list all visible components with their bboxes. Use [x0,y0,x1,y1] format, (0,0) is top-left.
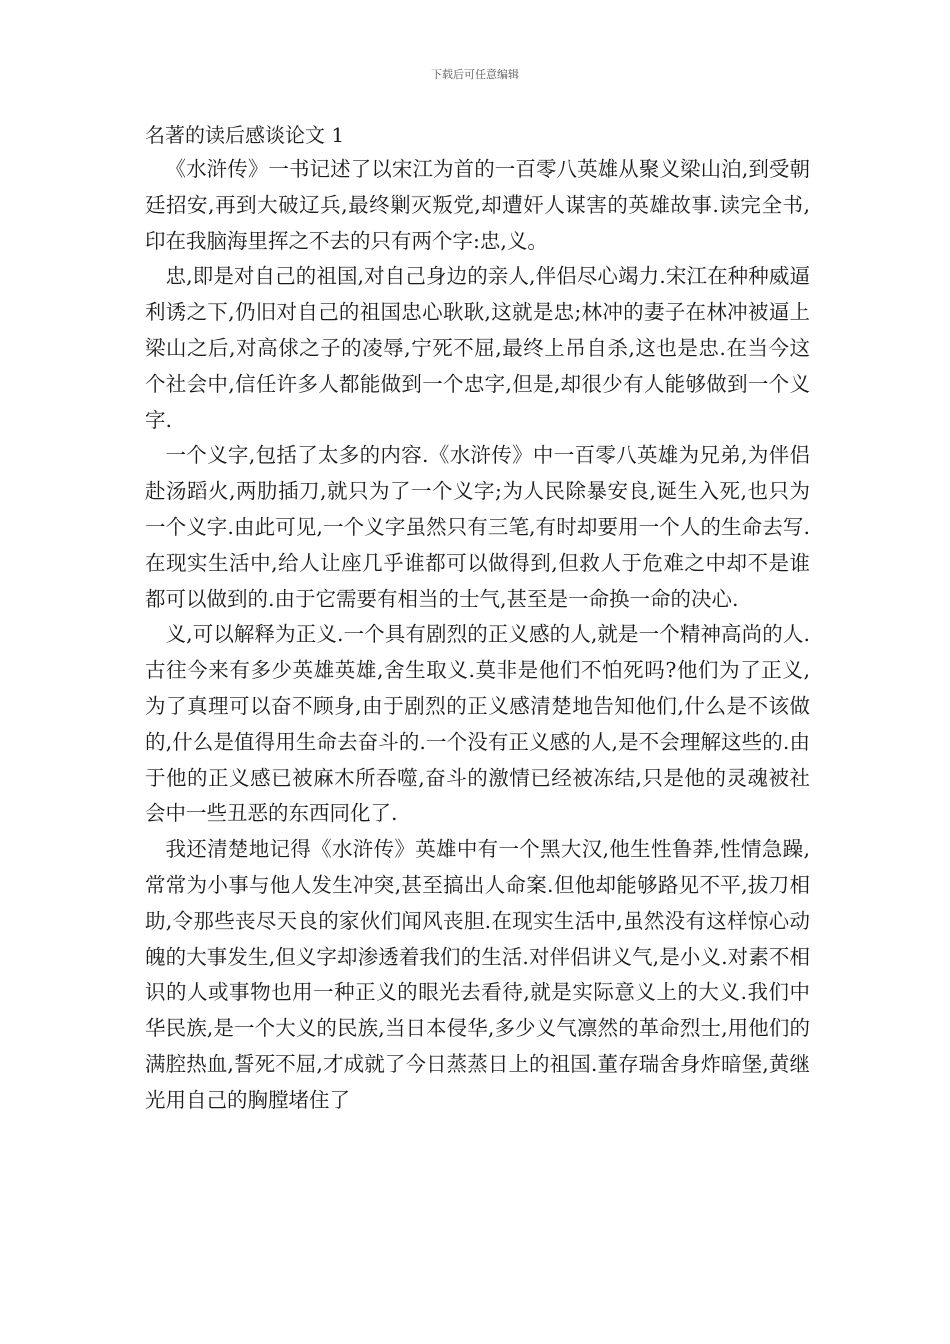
paragraph: 忠,即是对自己的祖国,对自己身边的亲人,伴侣尽心竭力.宋江在种种威逼利诱之下,仍旧对自己的祖国忠心耿耿,这就是忠;林冲的妻子在林冲被逼上梁山之后,对高俅之子的凌辱,宁死不屈,最终上吊自杀,这也是忠.在当今这个社会中,信任许多人都能做到一个忠字,但是,却很少有人能够做到一个义字. [145,264,810,432]
document-title: 名著的读后感谈论文 1 [145,123,345,147]
page-header: 下载后可任意编辑 [431,68,519,81]
document-body [145,120,810,1119]
paragraph: 义,可以解释为正义.一个具有剧烈的正义感的人,就是一个精神高尚的人.古往今来有多少英雄英雄,舍生取义.莫非是他们不怕死吗?他们为了正义,为了真理可以奋不顾身,由于剧烈的正义感清楚地告知他们,什么是不该做的,什么是值得用生命去奋斗的.一个没有正义感的人,是不会理解这些的.由于他的正义感已被麻木所吞噬,奋斗的激情已经被冻结,只是他的灵魂被社会中一些丑恶的东西同化了. [145,622,810,826]
paragraph: 我还清楚地记得《水浒传》英雄中有一个黑大汉,他生性鲁莽,性情急躁,常常为小事与他人发生冲突,甚至搞出人命案.但他却能够路见不平,拔刀相助,令那些丧尽天良的家伙们闻风丧胆.在现实生活中,虽然没有这样惊心动魄的大事发生,但义字却渗透着我们的生活.对伴侣讲义气,是小义.对素不相识的人或事物也用一种正义的眼光去看待,就是实际意义上的大义.我们中华民族,是一个大义的民族,当日本侵华,多少义气凛然的革命烈士,用他们的满腔热血,誓死不屈,才成就了今日蒸蒸日上的祖国.董存瑞舍身炸暗堡,黄继光用自己的胸膛堵住了 [145,837,810,1112]
paragraph: 《水浒传》一书记述了以宋江为首的一百零八英雄从聚义梁山泊,到受朝廷招安,再到大破辽兵,最终剿灭叛党,却遭奸人谋害的英雄故事.读完全书,印在我脑海里挥之不去的只有两个字:忠,义。 [145,157,810,253]
paragraph: 一个义字,包括了太多的内容.《水浒传》中一百零八英雄为兄弟,为伴侣赴汤蹈火,两肋插刀,就只为了一个义字;为人民除暴安良,诞生入死,也只为一个义字.由此可见,一个义字虽然只有三笔,有时却要用一个人的生命去写.在现实生活中,给人让座几乎谁都可以做得到,但救人于危难之中却不是谁都可以做到的.由于它需要有相当的士气,甚至是一命换一命的决心. [145,443,810,611]
